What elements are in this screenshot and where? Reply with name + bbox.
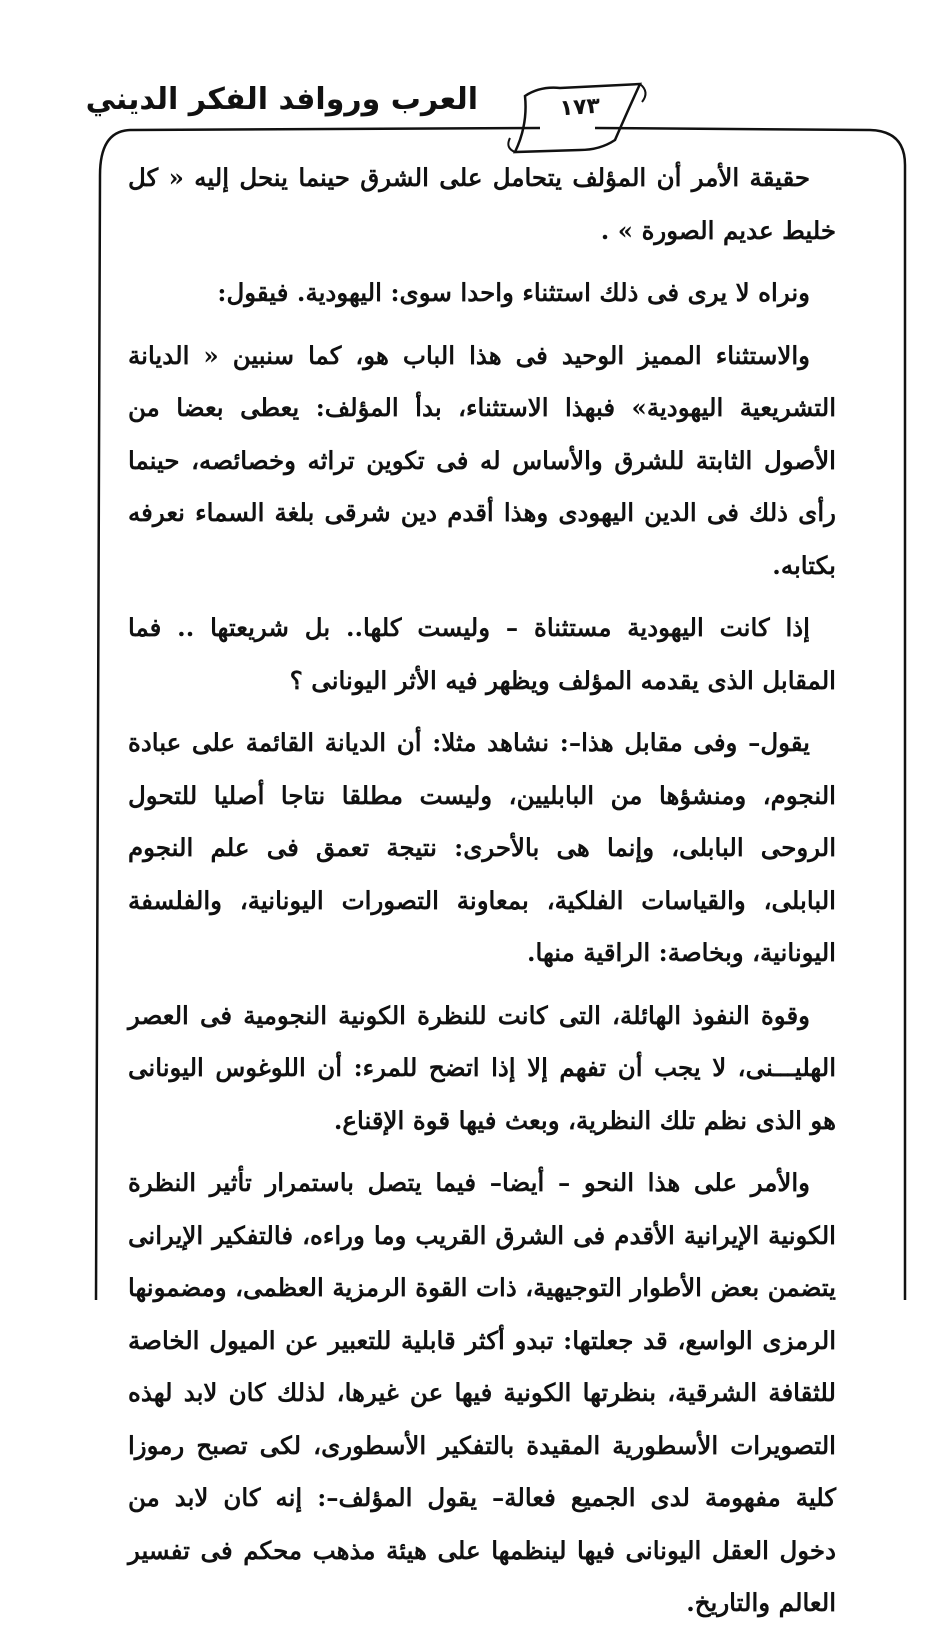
paragraph: ونراه لا يرى فى ذلك استثناء واحدا سوى: اليهودية. فيقول: — [217, 278, 810, 307]
paragraph: والأمر على هذا النحو – أيضا– فيما يتصل باستمرار تأثير النظرة الكونية الإيرانية الأقدم فى الشرق القريب وما وراءه، فالتفكير الإيرانى يتضمن بعض الأطوار التوجيهية، ذات القوة الرمزية العظمى، ومضمونها الرمزى الواسع، قد جعلتها: تبدو أكثر قابلية للتعبير عن الميول الخاصة للثقافة الشرقية، بنظرتها الكونية فيها عن غيرها، لذلك كان لابد لهذه التصويرات الأسطورية المقيدة بالتفكير الأسطورى، لكى تصبح رموزا كلية مفهومة لدى الجميع فعالة– يقول المؤلف–: إنه كان لابد من دخول العقل اليونانى فيها لينظمها على هيئة مذهب محكم فى تفسير العالم والتاريخ. — [128, 1168, 836, 1617]
paragraph: حقيقة الأمر أن المؤلف يتحامل على الشرق حينما ينحل إليه « كل خليط عديم الصورة » . — [128, 163, 836, 245]
running-header-title: العرب وروافد الفكر الديني — [85, 82, 478, 117]
paragraph: والاستثناء المميز الوحيد فى هذا الباب هو، كما سنبين « الديانة التشريعية اليهودية» فبهذا الاستثناء، بدأ المؤلف: يعطى بعضا من الأصول الثابتة للشرق والأساس له فى تكوين تراثه وخصائصه، حينما رأى ذلك فى الدين اليهودى وهذا أقدم دين شرقى بلغة السماء نعرفه بكتابه. — [128, 340, 836, 580]
paragraph: يقول– وفى مقابل هذا–: نشاهد مثلا: أن الديانة القائمة على عبادة النجوم، ومنشؤها من البابليين، وليست مطلقا نتاجا أصليا للتحول الروحى البابلى، وإنما هى بالأحرى: نتيجة تعمق فى علم النجوم البابلى، والقياسات الفلكية، بمعاونة التصورات اليونانية، والفلسفة اليونانية، وبخاصة: الراقية منها. — [128, 728, 836, 967]
paragraph: إذا كانت اليهودية مستثناة – وليست كلها.. بل شريعتها .. فما المقابل الذى يقدمه المؤلف ويظهر فيه الأثر اليونانى ؟ — [128, 613, 836, 695]
paragraph: وقوة النفوذ الهائلة، التى كانت للنظرة الكونية النجومية فى العصر الهليـــنى، لا يجب أن تفهم إلا إذا اتضح للمرء: أن اللوغوس اليونانى هو الذى نظم تلك النظرية، وبعث فيها قوة الإقناع. — [128, 1000, 836, 1135]
body-text — [128, 152, 836, 1640]
page-number: ١٧٣ — [558, 93, 601, 122]
